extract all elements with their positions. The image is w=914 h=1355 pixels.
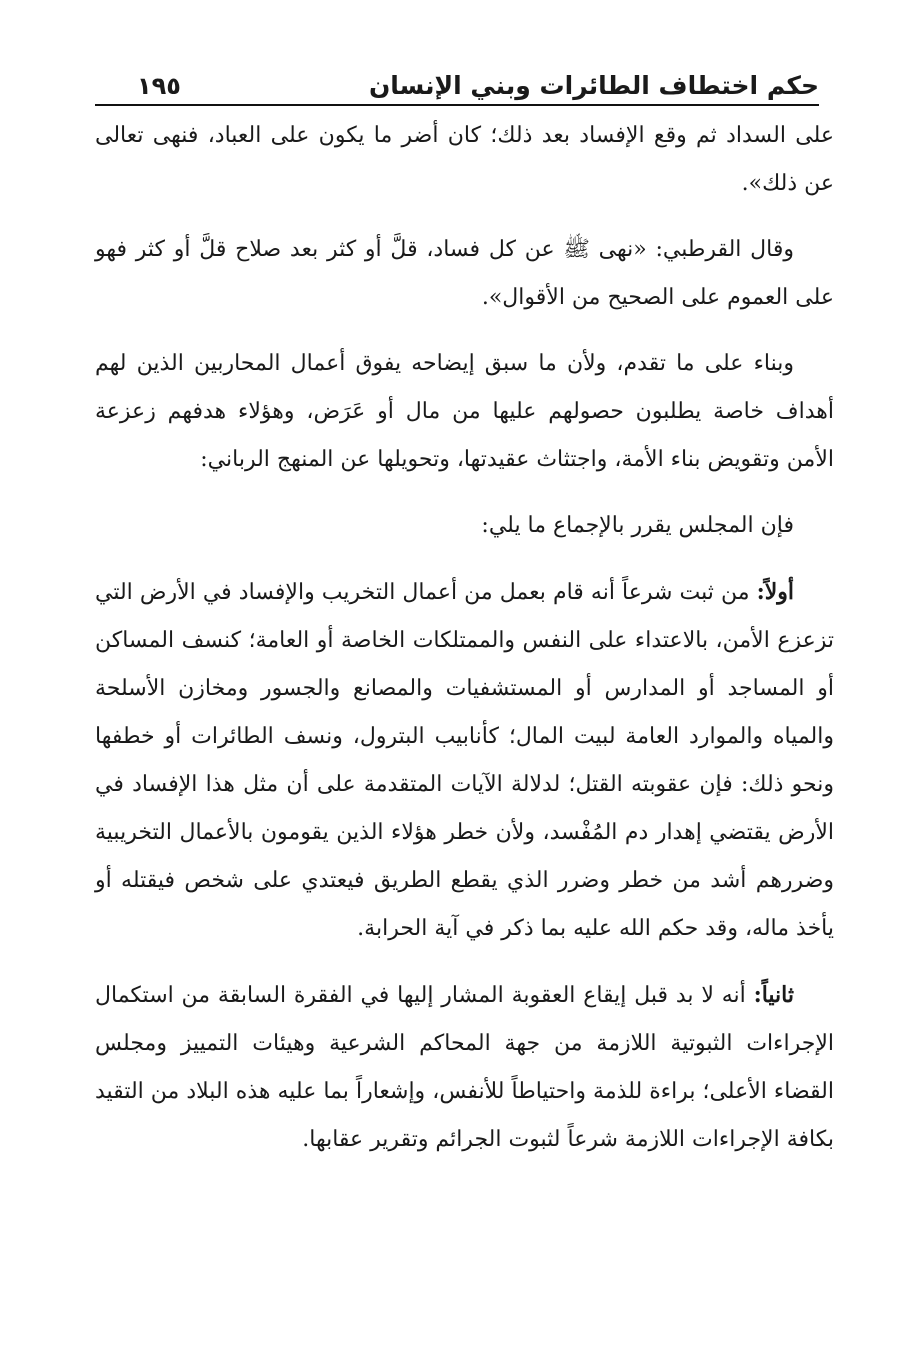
second-ruling-lead: ثانياً: [753, 982, 794, 1008]
first-ruling-lead: أولاً: [756, 579, 794, 605]
paragraph-qurtubi-quote: وقال القرطبي: «نهى ﷺ عن كل فساد، قلَّ أو كثر بعد صلاح قلَّ أو كثر فهو على العموم على الصحيح من الأقوال». [95, 237, 834, 310]
first-ruling-text: من ثبت شرعاً أنه قام بعمل من أعمال التخريب والإفساد في الأرض التي تزعزع الأمن، بالاعتداء على النفس والممتلكات الخاصة أو العامة؛ كنسف المساكن أو المساجد أو المدارس أو المستشفيات والمصانع والجسور ومخازن الأسلحة والمياه والموارد العامة لبيت المال؛ كأنابيب البترول، ونسف الطائرات أو خطفها ونحو ذلك: فإن عقوبته القتل؛ لدلالة الآيات المتقدمة على أن مثل هذا الإفساد في الأرض يقتضي إهدار دم المُفْسد، ولأن خطر هؤلاء الذين يقومون بالأعمال التخريبية وضررهم أشد من خطر وضرر الذي يقطع الطريق فيعتدي على شخص فيقتله أو يأخذ ماله، وقد حكم الله عليه بما ذكر في آية الحرابة. [95, 580, 834, 941]
paragraph-first-ruling [95, 568, 834, 953]
paragraph-continuation: على السداد ثم وقع الإفساد بعد ذلك؛ كان أضر ما يكون على العباد، فنهى تعالى عن ذلك». [95, 123, 834, 196]
paragraph-premise: وبناء على ما تقدم، ولأن ما سبق إيضاحه يفوق أعمال المحاربين الذين لهم أهداف خاصة يطلبون حصولهم عليها من مال أو عَرَض، وهؤلاء هدفهم زعزعة الأمن وتقويض بناء الأمة، واجتثاث عقيدتها، وتحويلها عن المنهج الرباني: [95, 351, 834, 472]
paragraph-council-decision: فإن المجلس يقرر بالإجماع ما يلي: [481, 513, 794, 538]
running-header [95, 58, 819, 106]
second-ruling-text: أنه لا بد قبل إيقاع العقوبة المشار إليها في الفقرة السابقة من استكمال الإجراءات الثبوتية اللازمة من جهة المحاكم الشرعية وهيئات التمييز ومجلس القضاء الأعلى؛ براءة للذمة واحتياطاً للأنفس، وإشعاراً بما عليه هذه البلاد من التقيد بكافة الإجراءات اللازمة شرعاً لثبوت الجرائم وتقرير عقابها. [95, 983, 834, 1152]
running-title: حكم اختطاف الطائرات وبني الإنسان [368, 71, 819, 100]
paragraph-second-ruling [95, 971, 834, 1164]
page-number: ١٩٥ [137, 72, 181, 100]
body-text [95, 112, 834, 1164]
